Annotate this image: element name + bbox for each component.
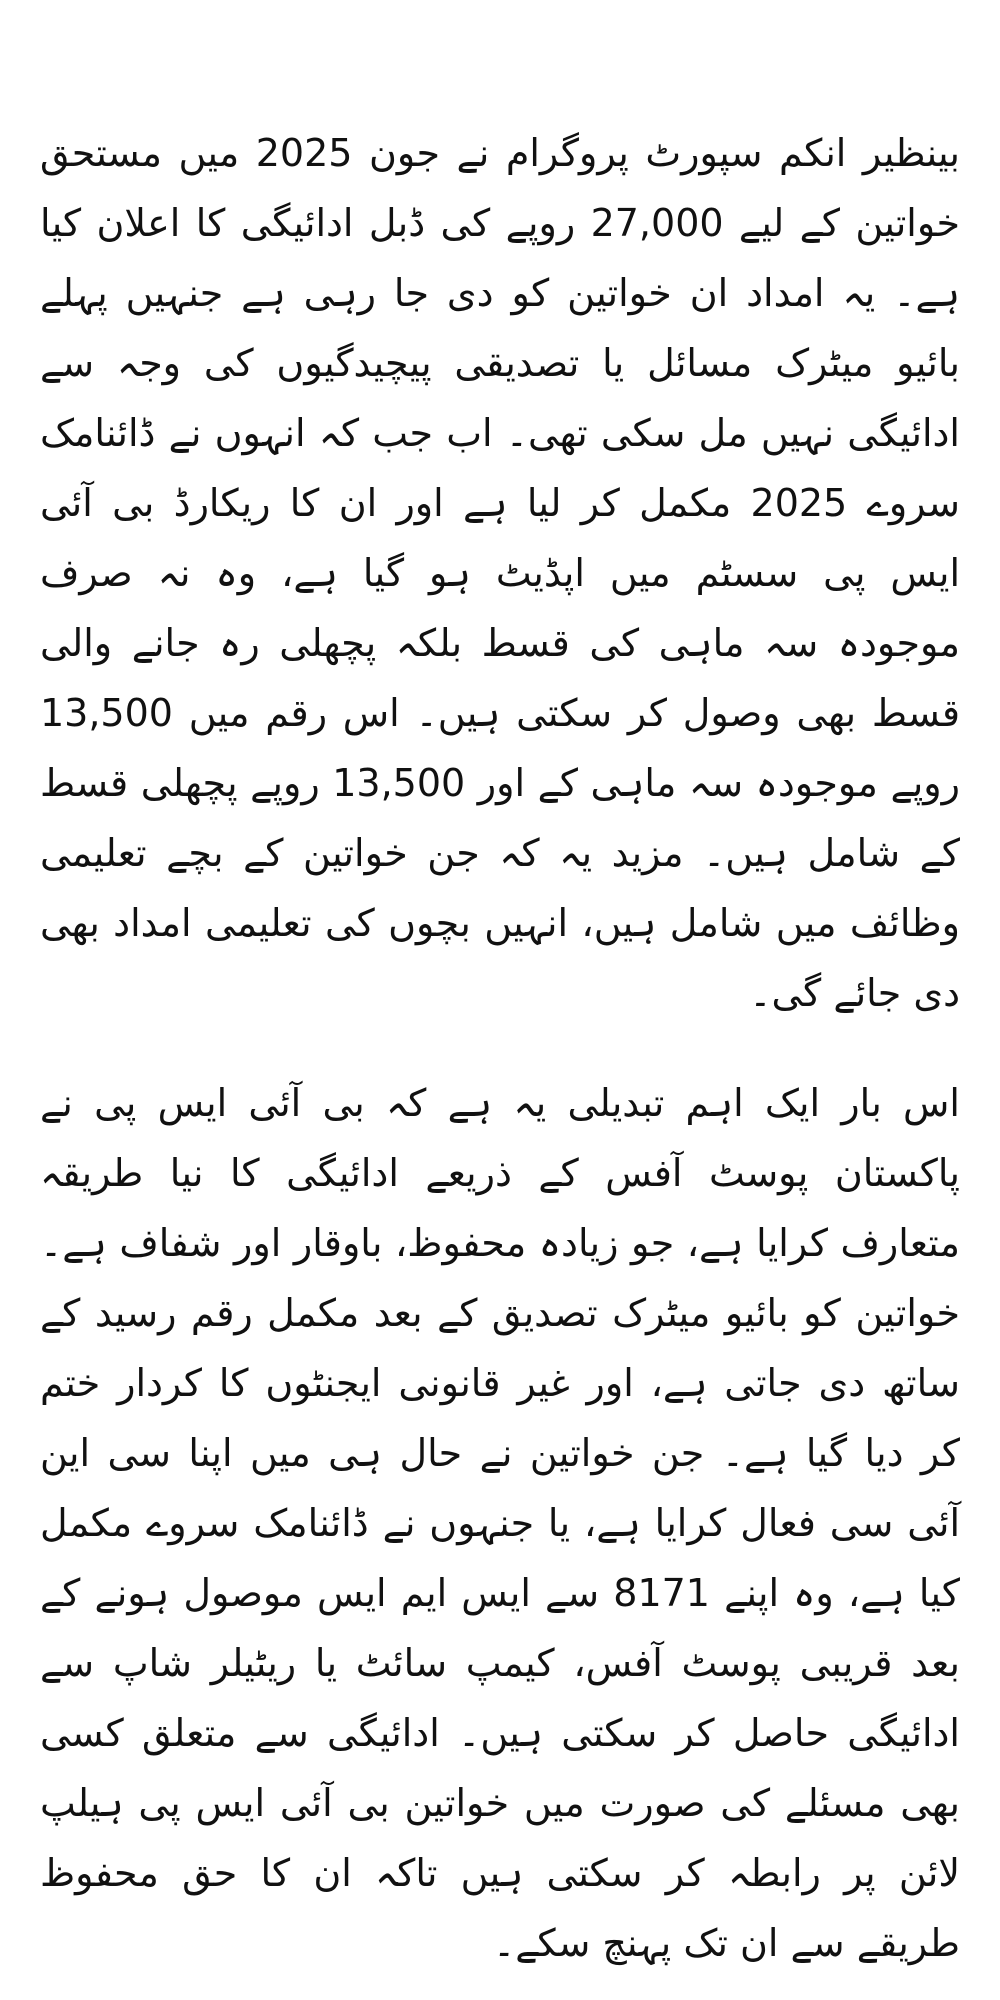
article-paragraph-1: بینظیر انکم سپورٹ پروگرام نے جون 2025 میں مستحق خواتین کے لیے 27,000 روپے کی ڈبل ادائیگی کا اعلان کیا ہے۔ یہ امداد ان خواتین کو دی جا رہی ہے جنہیں پہلے بائیو میٹرک مسائل یا تصدیقی پیچیدگیوں کی وجہ سے ادائیگی نہیں مل سکی تھی۔ اب جب کہ انہوں نے ڈائنامک سروے 2025 مکمل کر لیا ہے اور ان کا ریکارڈ بی آئی ایس پی سسٹم میں اپڈیٹ ہو گیا ہے، وہ نہ صرف موجودہ سہ ماہی کی قسط بلکہ پچھلی رہ جانے والی قسط بھی وصول کر سکتی ہیں۔ اس رقم میں 13,500 روپے موجودہ سہ ماہی کے اور 13,500 روپے پچھلی قسط کے شامل ہیں۔ مزید یہ کہ جن خواتین کے بچے تعلیمی وظائف میں شامل ہیں، انہیں بچوں کی تعلیمی امداد بھی دی جائے گی۔ — [40, 131, 960, 1015]
article-paragraph-2: اس بار ایک اہم تبدیلی یہ ہے کہ بی آئی ایس پی نے پاکستان پوسٹ آفس کے ذریعے ادائیگی کا نیا طریقہ متعارف کرایا ہے، جو زیادہ محفوظ، باوقار اور شفاف ہے۔ خواتین کو بائیو میٹرک تصدیق کے بعد مکمل رقم رسید کے ساتھ دی جاتی ہے، اور غیر قانونی ایجنٹوں کا کردار ختم کر دیا گیا ہے۔ جن خواتین نے حال ہی میں اپنا سی این آئی سی فعال کرایا ہے، یا جنہوں نے ڈائنامک سروے مکمل کیا ہے، وہ اپنے 8171 سے ایس ایم ایس موصول ہونے کے بعد قریبی پوسٹ آفس، کیمپ سائٹ یا ریٹیلر شاپ سے ادائیگی حاصل کر سکتی ہیں۔ ادائیگی سے متعلق کسی بھی مسئلے کی صورت میں خواتین بی آئی ایس پی ہیلپ لائن پر رابطہ کر سکتی ہیں تاکہ ان کا حق محفوظ طریقے سے ان تک پہنچ سکے۔ — [40, 1081, 960, 1965]
